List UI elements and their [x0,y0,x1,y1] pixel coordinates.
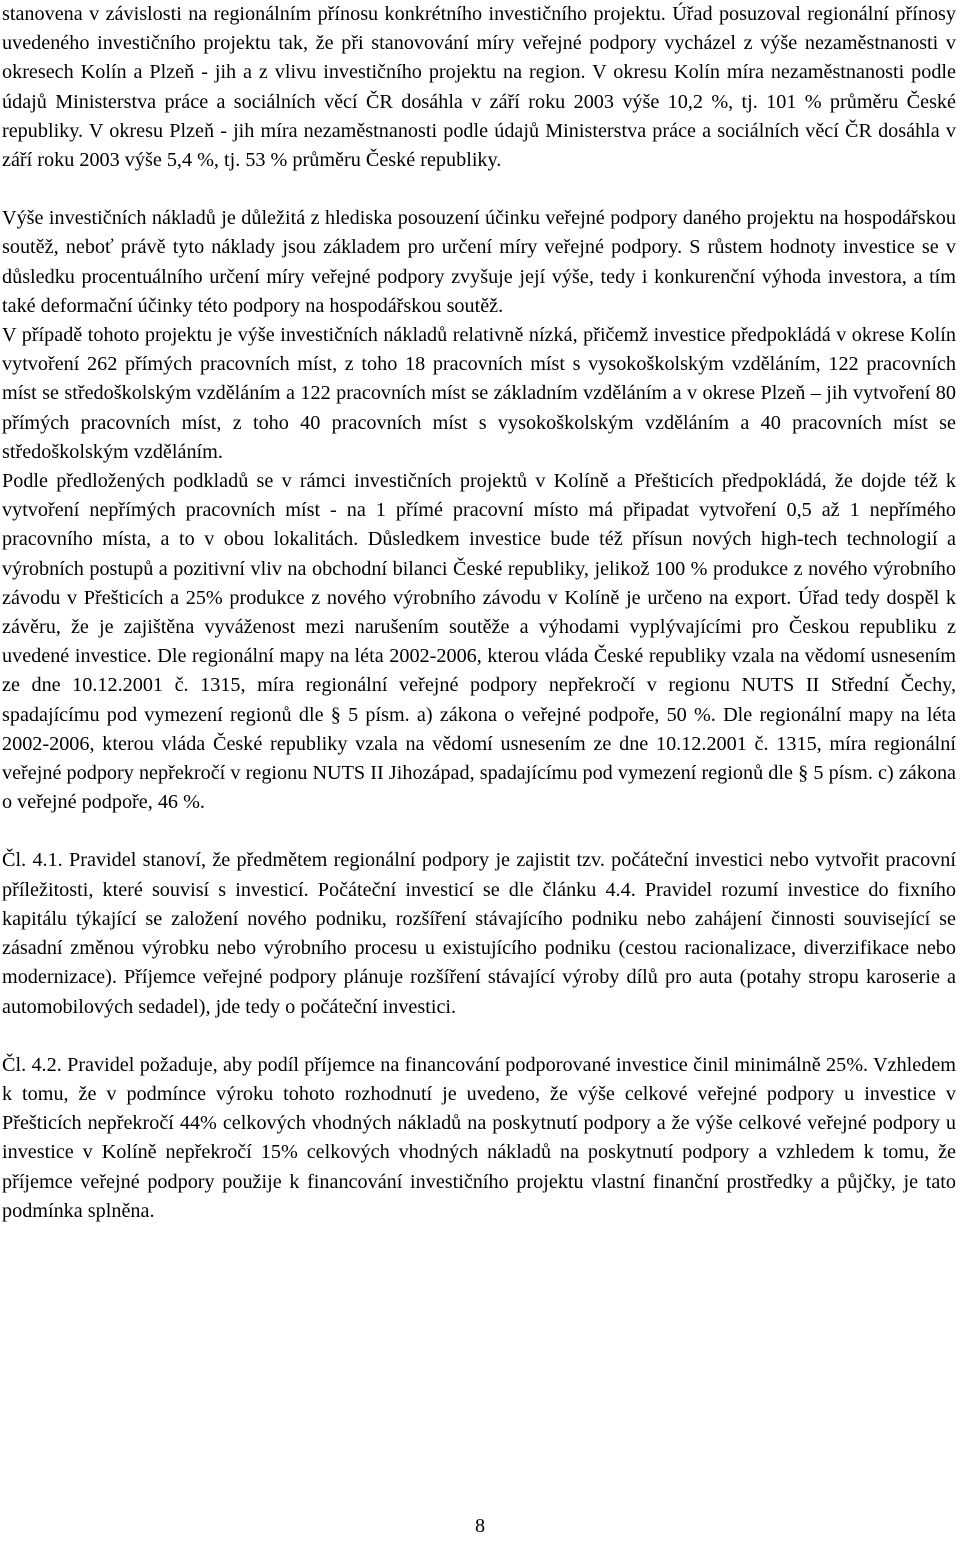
paragraph-regional-contribution: stanovena v závislosti na regionálním přínosu konkrétního investičního projektu. Úřad posuzoval regionální přínosy uvedeného investičního projektu tak, že při stanovování míry veřejné podpory vycházel z výše nezaměstnanosti v okresech Kolín a Plzeň - jih a z vlivu investičního projektu na region. V okresu Kolín míra nezaměstnanosti podle údajů Ministerstva práce a sociálních věcí ČR dosáhla v září roku 2003 výše 10,2 %, tj. 101 % průměru České republiky. V okresu Plzeň - jih míra nezaměstnanosti podle údajů Ministerstva práce a sociálních věcí ČR dosáhla v září roku 2003 výše 5,4 %, tj. 53 % průměru České republiky. [2,3,956,172]
paragraph-investment-costs: Výše investičních nákladů je důležitá z hlediska posouzení účinku veřejné podpory daného projektu na hospodářskou soutěž, neboť právě tyto náklady jsou základem pro určení míry veřejné podpory. S růstem hodnoty investice se v důsledku procentuálního určení míry veřejné podpory zvyšuje její výše, tedy i konkurenční výhoda investora, a tím také deformační účinky této podpory na hospodářskou soutěž. [2,207,956,317]
document-page [2,0,956,1226]
paragraph-indirect-jobs-and-regional-map: Podle předložených podkladů se v rámci investičních projektů v Kolíně a Přešticích předpokládá, že dojde též k vytvoření nepřímých pracovních míst - na 1 přímé pracovní místo má připadat vytvoření 0,5 až 1 nepřímého pracovního místa, a to v obou lokalitách. Důsledkem investice bude též přísun nových high-tech technologií a výrobních postupů a pozitivní vliv na obchodní bilanci České republiky, jelikož 100 % produkce z nového výrobního závodu v Přešticích a 25% produkce z nového výrobního závodu v Kolíně je určeno na export. Úřad tedy dospěl k závěru, že je zajištěna vyváženost mezi narušením soutěže a výhodami vyplývajícími pro Českou republiku z uvedené investice. Dle regionální mapy na léta 2002-2006, kterou vláda České republiky vzala na vědomí usnesením ze dne 10.12.2001 č. 1315, míra regionální veřejné podpory nepřekročí v regionu NUTS II Střední Čechy, spadajícímu pod vymezení regionů dle § 5 písm. a) zákona o veřejné podpoře, 50 %. Dle regionální mapy na léta 2002-2006, kterou vláda České republiky vzala na vědomí usnesením ze dne 10.12.2001 č. 1315, míra regionální veřejné podpory nepřekročí v regionu NUTS II Jihozápad, spadajícímu pod vymezení regionů dle § 5 písm. c) zákona o veřejné podpoře, 46 %. [2,470,956,814]
paragraph-job-creation: V případě tohoto projektu je výše investičních nákladů relativně nízká, přičemž investice předpokládá v okrese Kolín vytvoření 262 přímých pracovních míst, z toho 18 pracovních míst s vysokoškolským vzděláním, 122 pracovních míst se středoškolským vzděláním a 122 pracovních míst se základním vzděláním a v okrese Plzeň – jih vytvoření 80 přímých pracovních míst, z toho 40 pracovních míst s vysokoškolským vzděláním a 40 pracovních míst se středoškolským vzděláním. [2,324,956,463]
page-number: 8 [474,1515,486,1537]
paragraph-article-4-1: Čl. 4.1. Pravidel stanoví, že předmětem regionální podpory je zajistit tzv. počáteční investici nebo vytvořit pracovní příležitosti, které souvisí s investicí. Počáteční investicí se dle článku 4.4. Pravidel rozumí investice do fixního kapitálu týkající se založení nového podniku, rozšíření stávajícího podniku nebo zahájení činnosti související se zásadní změnou výrobku nebo výrobního procesu u existujícího podniku (cestou racionalizace, diverzifikace nebo modernizace). Příjemce veřejné podpory plánuje rozšíření stávající výroby dílů pro auta (potahy stropu karoserie a automobilových sedadel), jde tedy o počáteční investici. [2,849,956,1018]
paragraph-article-4-2: Čl. 4.2. Pravidel požaduje, aby podíl příjemce na financování podporované investice činil minimálně 25%. Vzhledem k tomu, že v podmínce výroku tohoto rozhodnutí je uvedeno, že výše celkové veřejné podpory u investice v Přešticích nepřekročí 44% celkových vhodných nákladů na poskytnutí podpory a že výše celkové veřejné podpory u investice v Kolíně nepřekročí 15% celkových vhodných nákladů na poskytnutí podpory a vzhledem k tomu, že příjemce veřejné podpory použije k financování investičního projektu vlastní finanční prostředky a půjčky, je tato podmínka splněna. [2,1053,956,1222]
